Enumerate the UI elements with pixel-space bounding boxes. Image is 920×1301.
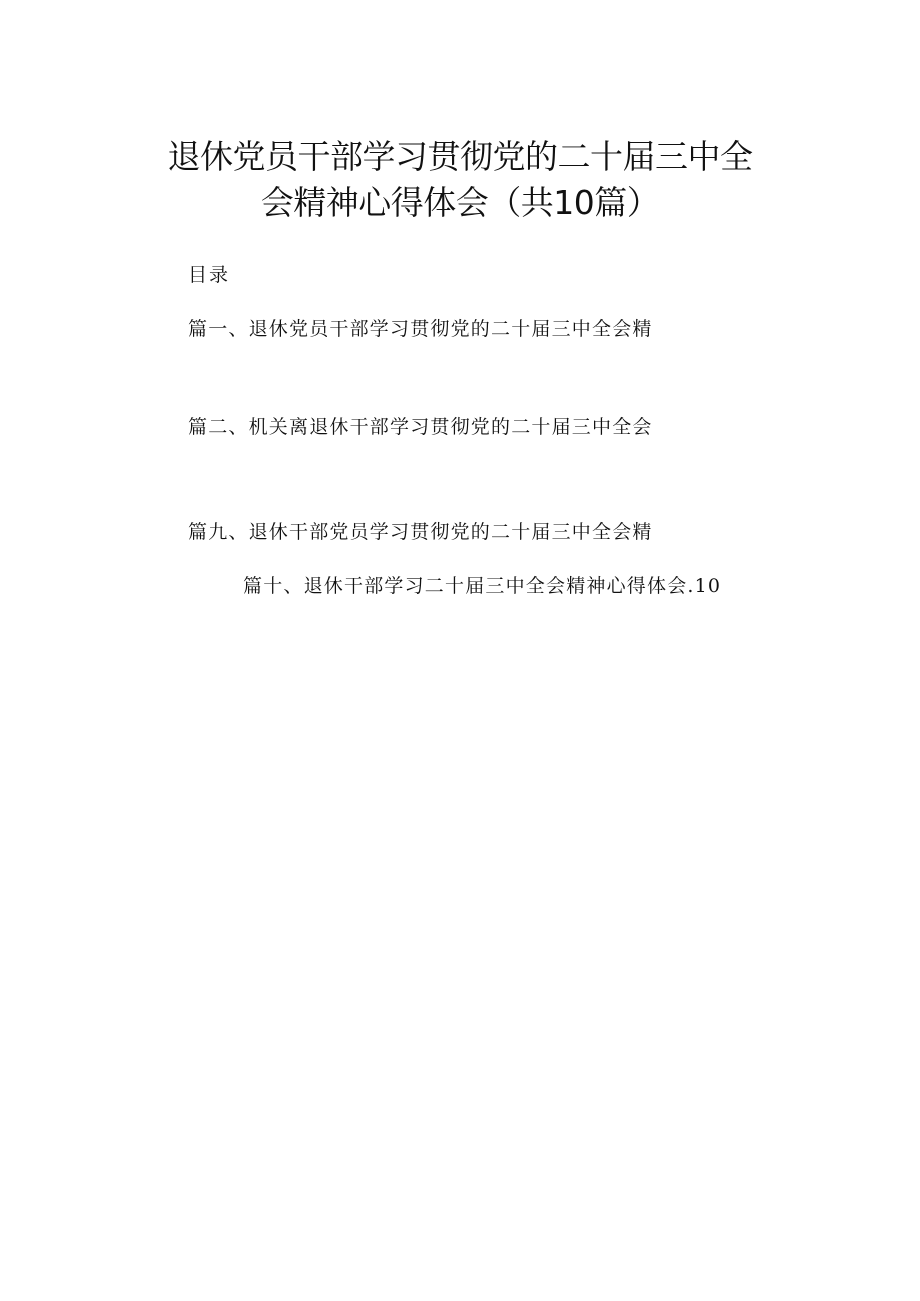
toc-entry-4[interactable]: 篇十、退休干部学习二十届三中全会精神心得体会.10 <box>243 575 722 597</box>
document-title-line-2: 会精神心得体会（共10篇） <box>260 183 660 222</box>
toc-heading: 目录 <box>188 264 231 286</box>
toc-entry-1[interactable]: 篇一、退休党员干部学习贯彻党的二十届三中全会精 <box>188 318 653 340</box>
document-title <box>0 134 920 226</box>
toc-entry-2[interactable]: 篇二、机关离退休干部学习贯彻党的二十届三中全会 <box>188 416 653 438</box>
toc-entry-3[interactable]: 篇九、退休干部党员学习贯彻党的二十届三中全会精 <box>188 521 653 543</box>
document-title-line-1: 退休党员干部学习贯彻党的二十届三中全 <box>167 137 753 176</box>
